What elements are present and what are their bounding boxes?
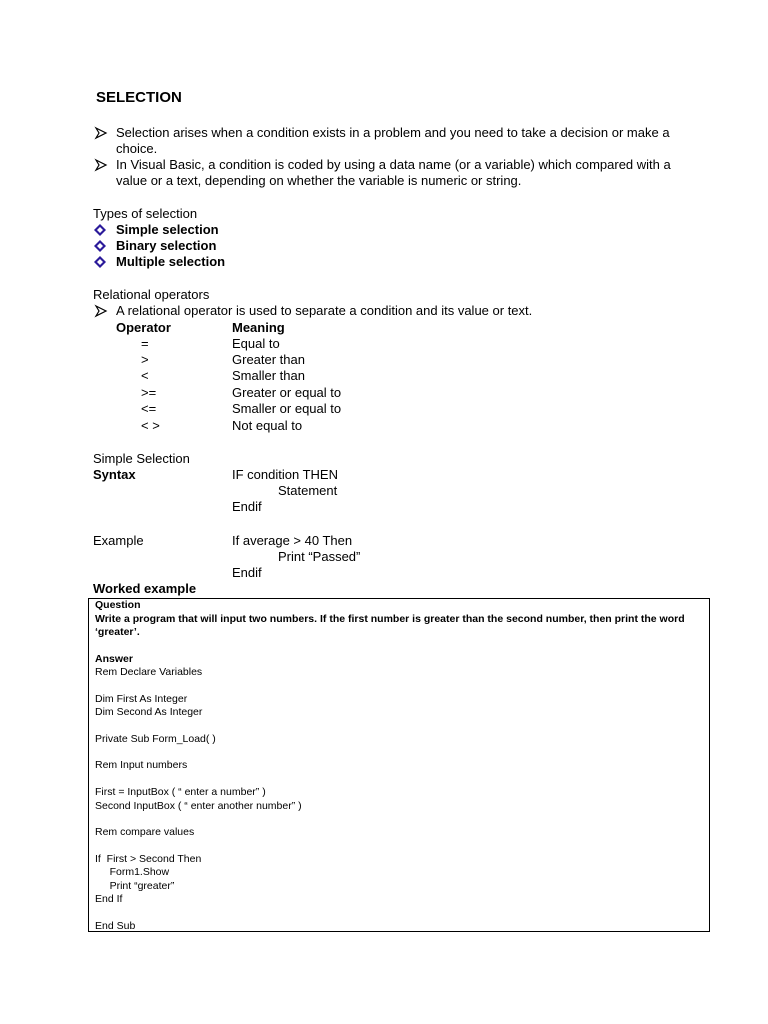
operator-cell: < >: [141, 418, 160, 433]
code-line: End If: [95, 892, 123, 905]
question-label: Question: [95, 599, 141, 611]
code-line: Private Sub Form_Load( ): [95, 732, 216, 745]
code-line: Dim First As Integer: [95, 692, 188, 705]
arrow-bullet-icon: [94, 304, 108, 318]
code-line: End Sub: [95, 919, 136, 932]
syntax-label: Syntax: [93, 467, 136, 482]
syntax-line: Statement: [278, 483, 338, 498]
bullet-1-line-2: choice.: [116, 141, 158, 156]
code-line: If First > Second Then: [95, 852, 202, 865]
types-heading: Types of selection: [93, 206, 198, 221]
answer-label: Answer: [95, 653, 133, 665]
syntax-line: Endif: [232, 499, 262, 514]
meaning-cell: Equal to: [232, 336, 280, 351]
operator-cell: <: [141, 368, 149, 383]
code-line: Second InputBox ( “ enter another number” ): [95, 799, 302, 812]
operator-cell: >: [141, 352, 149, 367]
meaning-column-header: Meaning: [232, 320, 285, 335]
page-title: SELECTION: [96, 89, 182, 106]
code-line: First = InputBox ( “ enter a number” ): [95, 786, 266, 799]
code-line: Rem compare values: [95, 826, 195, 839]
type-item-binary: Binary selection: [116, 238, 217, 253]
operator-cell: <=: [141, 401, 157, 416]
example-line: Print “Passed”: [278, 549, 361, 564]
code-line: Form1.Show: [95, 866, 170, 879]
operator-cell: =: [141, 336, 149, 351]
diamond-bullet-icon: [93, 239, 107, 253]
example-line: Endif: [232, 565, 262, 580]
diamond-bullet-icon: [93, 255, 107, 269]
relational-heading: Relational operators: [93, 287, 210, 302]
meaning-cell: Greater or equal to: [232, 385, 342, 400]
example-line: If average > 40 Then: [232, 533, 353, 548]
type-item-simple: Simple selection: [116, 222, 219, 237]
code-line: Rem Input numbers: [95, 759, 188, 772]
example-label: Example: [93, 533, 144, 548]
bullet-1-line-1: Selection arises when a condition exists in a problem and you need to take a decision or make a: [116, 125, 670, 140]
operator-column-header: Operator: [116, 320, 171, 335]
code-line: Dim Second As Integer: [95, 706, 203, 719]
code-line: Print “greater”: [95, 879, 175, 892]
diamond-bullet-icon: [93, 223, 107, 237]
worked-example-heading: Worked example: [93, 581, 197, 596]
type-item-multiple: Multiple selection: [116, 254, 226, 269]
meaning-cell: Smaller than: [232, 368, 305, 383]
bullet-2-line-2: value or a text, depending on whether the variable is numeric or string.: [116, 173, 522, 188]
relational-bullet: A relational operator is used to separate a condition and its value or text.: [116, 303, 533, 318]
arrow-bullet-icon: [94, 158, 108, 172]
operator-cell: >=: [141, 385, 157, 400]
meaning-cell: Not equal to: [232, 418, 303, 433]
syntax-line: IF condition THEN: [232, 467, 338, 482]
code-line: Rem Declare Variables: [95, 666, 203, 678]
meaning-cell: Greater than: [232, 352, 305, 367]
arrow-bullet-icon: [94, 126, 108, 140]
question-text: Write a program that will input two numbers. If the first number is greater than the second number, then print the word ‘greater’.: [95, 613, 685, 638]
bullet-2-line-1: In Visual Basic, a condition is coded by using a data name (or a variable) which compared with a: [116, 157, 671, 172]
meaning-cell: Smaller or equal to: [232, 401, 342, 416]
simple-selection-heading: Simple Selection: [93, 451, 190, 466]
